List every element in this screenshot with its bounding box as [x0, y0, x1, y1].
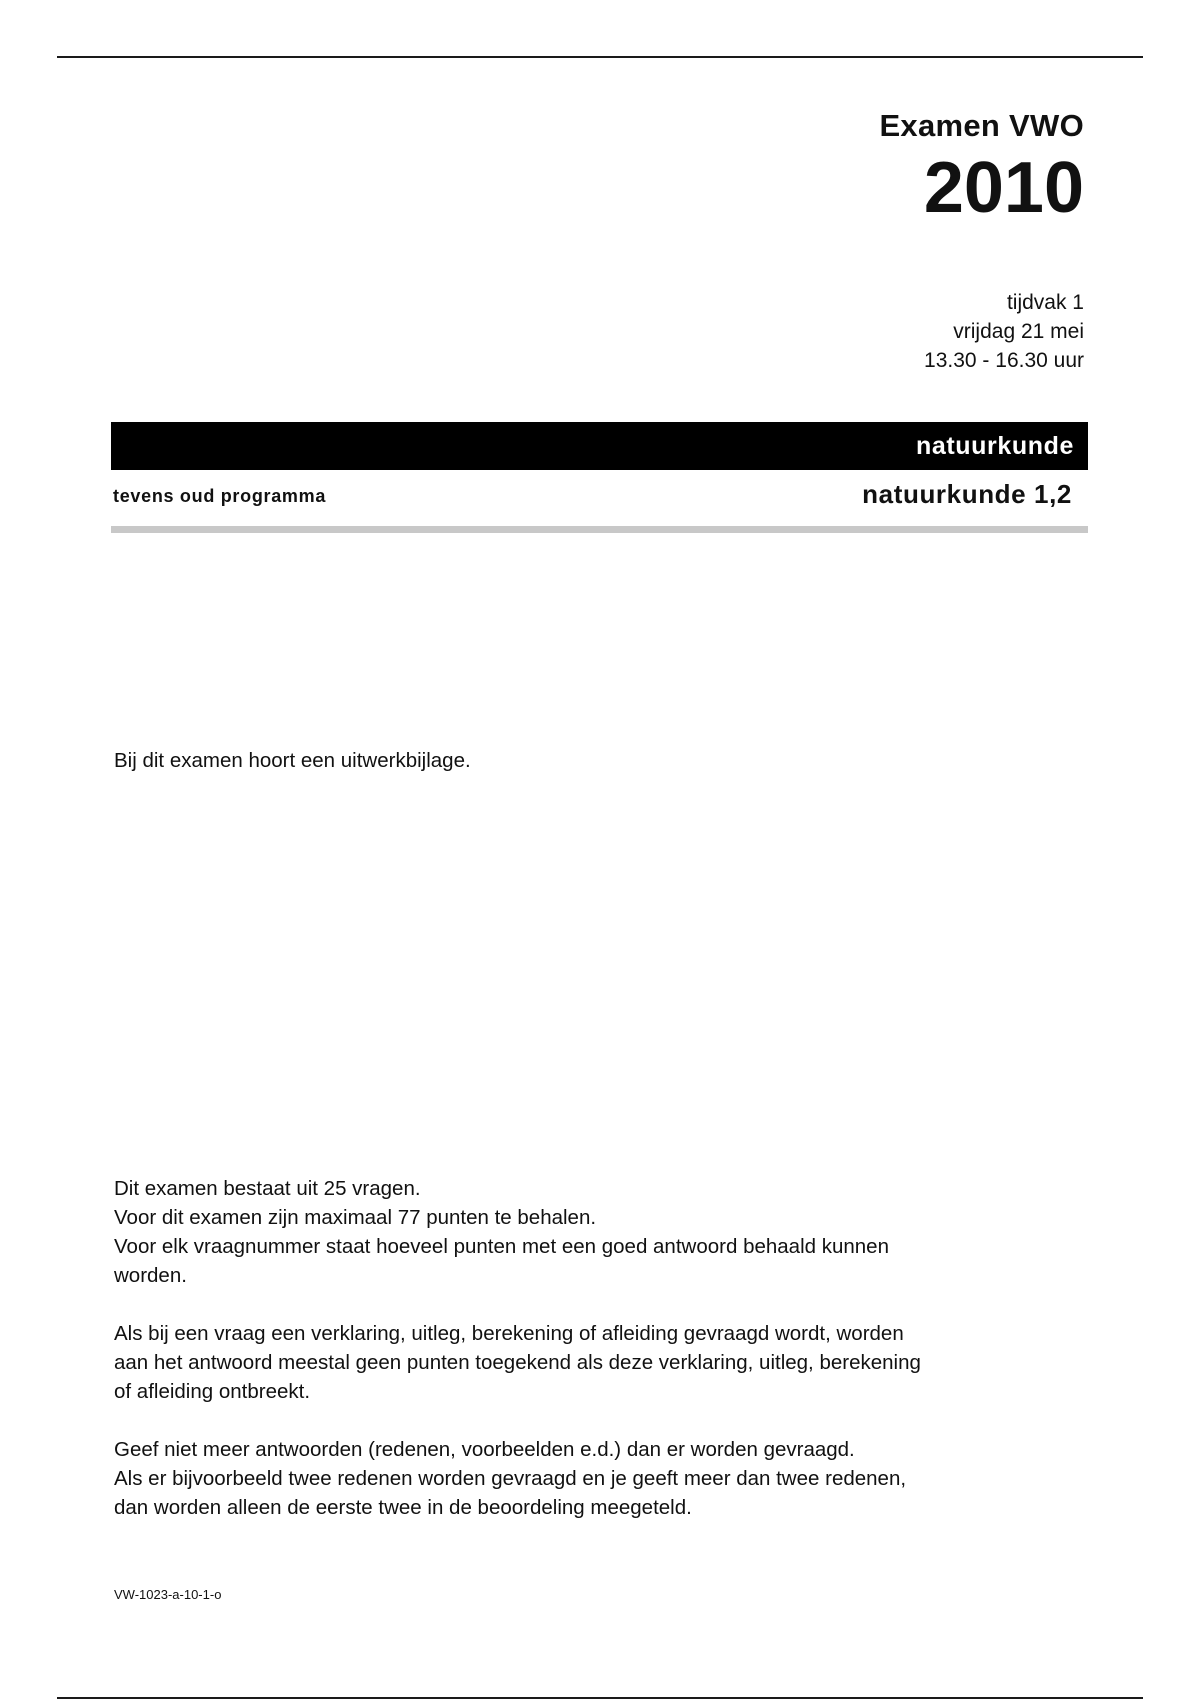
exam-year: 2010 [923, 148, 1084, 228]
instruction-line: of afleiding ontbreekt. [114, 1380, 311, 1403]
bijlage-notice: Bij dit examen hoort een uitwerkbijlage. [114, 749, 471, 772]
instruction-line: Geef niet meer antwoorden (redenen, voorbeelden e.d.) dan er worden gevraagd. [114, 1438, 855, 1461]
instruction-line: aan het antwoord meestal geen punten toegekend als deze verklaring, uitleg, berekening [114, 1351, 921, 1374]
document-code: VW-1023-a-10-1-o [114, 1587, 222, 1602]
instruction-line: Voor elk vraagnummer staat hoeveel punten met een goed antwoord behaald kunnen [114, 1235, 889, 1258]
instruction-line: Dit examen bestaat uit 25 vragen. [114, 1177, 421, 1200]
exam-date: vrijdag 21 mei [953, 320, 1084, 343]
exam-title: Examen VWO [879, 108, 1084, 143]
exam-time: 13.30 - 16.30 uur [924, 349, 1084, 372]
instruction-line: Als bij een vraag een verklaring, uitleg, berekening of afleiding gevraagd wordt, worden [114, 1322, 904, 1345]
exam-instructions [114, 1174, 1074, 1551]
program-row [111, 478, 1088, 512]
instruction-line: worden. [114, 1264, 187, 1287]
program-note: tevens oud programma [113, 486, 327, 506]
instructions-paragraph-2 [114, 1319, 1074, 1406]
instruction-line: Voor dit examen zijn maximaal 77 punten te behalen. [114, 1206, 597, 1229]
exam-meta [924, 288, 1084, 375]
exam-header [879, 108, 1084, 228]
program-subject: natuurkunde 1,2 [862, 479, 1072, 509]
top-rule [57, 56, 1143, 58]
instruction-line: Als er bijvoorbeeld twee redenen worden gevraagd en je geeft meer dan twee redenen, [114, 1467, 907, 1490]
instructions-paragraph-1 [114, 1174, 1074, 1290]
subject-banner: natuurkunde [111, 422, 1088, 470]
bottom-rule [57, 1697, 1143, 1699]
exam-tijdvak: tijdvak 1 [1006, 291, 1084, 314]
instructions-paragraph-3 [114, 1435, 1074, 1522]
instruction-line: dan worden alleen de eerste twee in de beoordeling meegeteld. [114, 1496, 692, 1519]
divider-bar [111, 526, 1088, 533]
